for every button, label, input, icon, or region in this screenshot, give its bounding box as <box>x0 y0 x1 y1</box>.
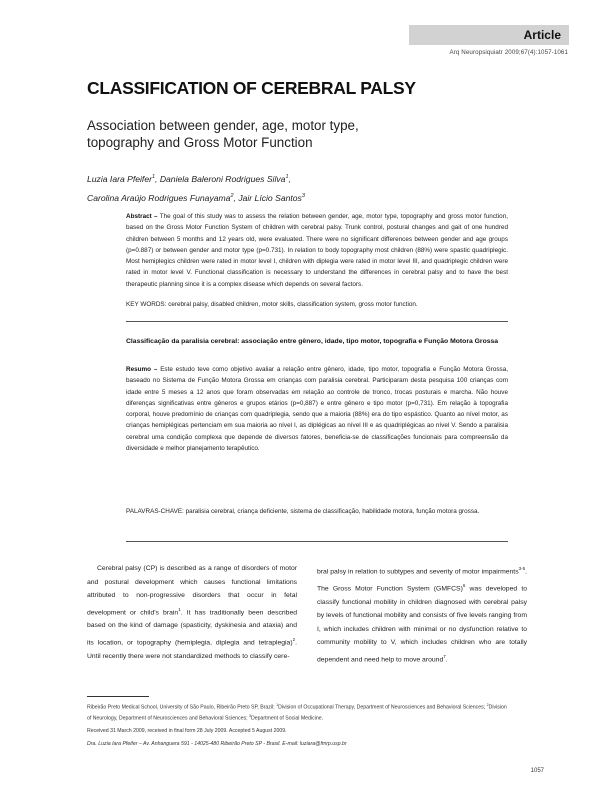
article-section-tab <box>409 25 569 45</box>
affiliations-note: Ribeirão Preto Medical School, University of São Paulo, Ribeirão Preto SP, Brazil: $^1$Division of Occupational Therapy, Department of Neurosciences and Behavioral Sciences; $^2$Division of Neurology, Department of Neurosciences and Behavioral Sciences; $^3$Department of Social Medicine. <box>87 703 507 722</box>
citation-ref: 1 <box>178 606 181 612</box>
author-name: Luzia Iara Pfeifer <box>87 173 152 184</box>
affiliation-marker: 2 <box>230 192 234 199</box>
footnotes <box>87 701 512 752</box>
portuguese-title: Classificação da paralisia cerebral: associação entre gênero, idade, tipo motor, topografia e Função Motora Grossa <box>126 338 499 345</box>
abstract-label: Abstract – <box>126 213 158 220</box>
abstract-text: The goal of this study was to assess the relation between gender, age, motor type, topography and gross motor function, based on the Gross Motor Function System of children with cerebral palsy. Trunk control, postural changes and gait of one hundred children between 5 months and 12 years old, were evaluated. There were no significant differences between gender and age groups (p=0.887) or between gender and motor type (p=0.731). In relation to body topography most children (88%) were spastic quadriplegic. Most hemiplegics children were rated in motor level I, children with diplegia were rated in motor level III, and quadriplegic children were rated in motor level V. Functional classification is necessary to understand the differences in cerebral palsy and to have the best therapeutic planning since it is a complex disease which depends on several factors. <box>126 213 508 288</box>
palavras-chave-text: paralisia cerebral, criança deficiente, sistema de classificação, habilidade motora, função motora grossa. <box>185 508 480 515</box>
section-divider <box>126 541 508 542</box>
affiliation-marker: 3 <box>301 192 305 199</box>
keywords-english <box>126 299 508 310</box>
abstract-portuguese <box>126 364 508 454</box>
footnote-rule <box>87 696 149 697</box>
citation-ref: 2 <box>292 636 296 642</box>
keywords-text: cerebral palsy, disabled children, motor skills, classification system, gross motor function. <box>168 301 418 308</box>
section-label: Article <box>523 28 561 42</box>
affiliation-marker: 1 <box>151 174 156 180</box>
correspondence-address: Dra. Luzia Iara Pfeifer – Av. Anhanguera 591 - 14025-480 Ribeirão Preto SP - Brasil. E-mail: luziara@fmrp.usp.br <box>87 740 347 747</box>
affiliation-marker: 1 <box>285 174 289 180</box>
article-subtitle: Association between gender, age, motor type, topography and Gross Motor Function <box>87 118 359 150</box>
citation-ref: 6 <box>462 582 466 588</box>
article-title: CLASSIFICATION OF CEREBRAL PALSY <box>87 78 416 98</box>
resumo-label: Resumo – <box>126 366 158 373</box>
keywords-label: KEY WORDS: <box>126 301 167 308</box>
palavras-chave-label: PALAVRAS-CHAVE: <box>126 508 184 515</box>
section-divider <box>126 321 508 322</box>
journal-reference: Arq Neuropsiquiatr 2009;67(4):1057-1061 <box>449 49 568 56</box>
citation-ref: 7 <box>443 653 446 659</box>
author-name: Daniela Baleroni Rodrigues Silva <box>159 173 286 184</box>
author-list: Luzia Iara Pfeifer$^1$, Daniela Baleroni Rodrigues Silva$^1$, Carolina Araújo Rodrigues Funayama$^2$, Jair Lício Santos$^3$ <box>87 173 305 203</box>
received-dates: Received 31 March 2009, received in final form 28 July 2009. Accepted 5 August 2009. <box>87 728 287 735</box>
citation-ref: 3-5 <box>518 566 526 571</box>
body-column-left: Cerebral palsy (CP) is described as a range of disorders of motor and postural development which causes functional limitations attributed to non-progressive disorders that occur in fetal development or child's brain$^1$. It has traditionally been described based on the kind of damage (spasticity, dyskinesia and ataxia) and its location, or topography (hemiplegia, diplegia and tetraplegia)$^2$. Until recently there were not standardized methods to classify cere- <box>87 565 297 660</box>
abstract-english <box>126 211 508 290</box>
body-column-right: bral palsy in relation to subtypes and severity of motor impairments$^{3-5}$. The Gross Motor Function System (GMFCS)$^6$ was developed to classify functional mobility in children diagnosed with cerebral palsy by levels of functional mobility and consists of five levels ranging from I, which includes children with minimal or no dysfunction relative to community mobility to V, which includes children who are totally dependent and need help to move around$^7$. <box>317 566 527 663</box>
resumo-text: Este estudo teve como objetivo avaliar a relação entre gênero, idade, tipo motor, topografia e Função Motora Grossa, baseado no Sistema de Função Motora Grossa em crianças com paralisia cerebral. Participaram desta pesquisa 100 crianças com idade entre 5 meses a 12 anos que foram observadas em relação ao controle de tronco, trocas posturais e marcha. Não houve diferenças significativas entre gêneros e grupos etários (p=0,887) e entre gênero e tipo motor (p=0,731). Em relação à topografia corporal, houve predomínio de crianças com quadriplegia, sendo que a maioria (88%) era do tipo espástico. Quanto ao nível motor, as crianças hemiplégicas pertenciam em sua maioria ao nível I, as diplégicas ao nível III e as quadriplégicas ao nível V. Sendo a paralisia cerebral uma condição complexa que depende de diversos fatores, beneficia-se de classificações funcionais para compreensão da diversidade e melhor planejamento terapêutico. <box>126 366 508 452</box>
page-number: 1057 <box>530 768 544 774</box>
author-name: Jair Lício Santos <box>238 192 302 203</box>
keywords-portuguese <box>126 506 508 517</box>
author-name: Carolina Araújo Rodrigues Funayama <box>87 192 231 203</box>
